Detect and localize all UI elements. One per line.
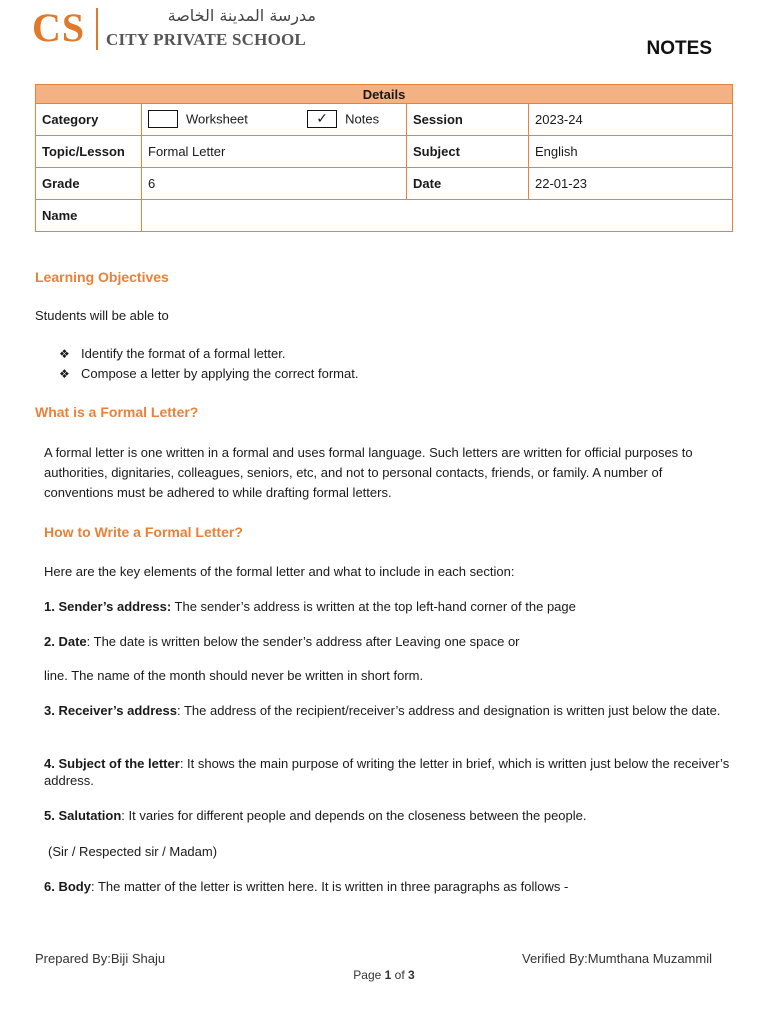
objectives-heading: Learning Objectives: [35, 269, 169, 285]
element-senders-address: 1. Sender’s address: The sender’s address is written at the top left-hand corner of the page: [44, 599, 576, 614]
what-is-heading: What is a Formal Letter?: [35, 404, 199, 420]
school-name: CITY PRIVATE SCHOOL: [106, 30, 306, 49]
notes-checkbox[interactable]: [307, 110, 337, 128]
what-is-paragraph: A formal letter is one written in a formal and uses formal language. Such letters are written for official purposes to authorities, dignitaries, colleagues, seniors, etc, and not to personal contacts, friends, or family. A number of conventions must be adhered to while drafting formal letters.: [44, 445, 693, 500]
prepared-by: Prepared By:Biji Shaju: [35, 951, 166, 966]
subject-label: Subject: [407, 136, 529, 168]
category-options: [142, 104, 407, 136]
notes-label: Notes: [345, 110, 380, 126]
name-label: Name: [36, 200, 142, 232]
how-to-intro: Here are the key elements of the formal letter and what to include in each section:: [44, 564, 515, 579]
page-number: Page 1 of 3: [353, 968, 415, 982]
grade-value: 6: [142, 168, 407, 200]
subject-value: English: [529, 136, 733, 168]
list-item: ❖ Compose a letter by applying the correct format.: [59, 364, 358, 384]
date-value: 22-01-23: [529, 168, 733, 200]
salutation-examples: (Sir / Respected sir / Madam): [48, 844, 218, 859]
worksheet-checkbox[interactable]: [148, 110, 178, 128]
details-table: [35, 84, 733, 232]
element-date-continued: line. The name of the month should never be written in short form.: [44, 668, 424, 683]
category-label: Category: [36, 104, 142, 136]
objectives-intro: Students will be able to: [35, 308, 169, 323]
details-header: Details: [36, 85, 733, 104]
topic-label: Topic/Lesson: [36, 136, 142, 168]
school-name-arabic: مدرسة المدينة الخاصة: [167, 6, 316, 25]
diamond-bullet-icon: ❖: [59, 347, 70, 361]
name-field[interactable]: [142, 200, 733, 232]
session-value: 2023-24: [529, 104, 733, 136]
check-mark-icon: ✓: [316, 109, 329, 126]
element-date: 2. Date: The date is written below the sender’s address after Leaving one space or: [44, 634, 520, 649]
element-salutation: 5. Salutation: It varies for different people and depends on the closeness between the people.: [44, 808, 587, 823]
verified-by: Verified By:Mumthana Muzammil: [521, 951, 712, 966]
how-to-heading: How to Write a Formal Letter?: [44, 524, 243, 540]
objectives-list: [59, 344, 358, 384]
list-item: ❖ Identify the format of a formal letter.: [59, 344, 358, 364]
element-subject: 4. Subject of the letter: It shows the main purpose of writing the letter in brief, which is written just below the receiver’s address.: [44, 756, 730, 788]
element-body: 6. Body: The matter of the letter is written here. It is written in three paragraphs as follows -: [44, 879, 569, 894]
worksheet-label: Worksheet: [186, 110, 248, 126]
grade-label: Grade: [36, 168, 142, 200]
date-label: Date: [407, 168, 529, 200]
document-type-title: NOTES: [646, 38, 712, 59]
logo-divider: [96, 8, 98, 50]
school-logo-mark: CS: [32, 5, 86, 50]
diamond-bullet-icon: ❖: [59, 367, 70, 381]
session-label: Session: [407, 104, 529, 136]
topic-value: Formal Letter: [142, 136, 407, 168]
element-receivers-address: 3. Receiver’s address: The address of the recipient/receiver’s address and designation is written just below the date.: [44, 703, 721, 718]
